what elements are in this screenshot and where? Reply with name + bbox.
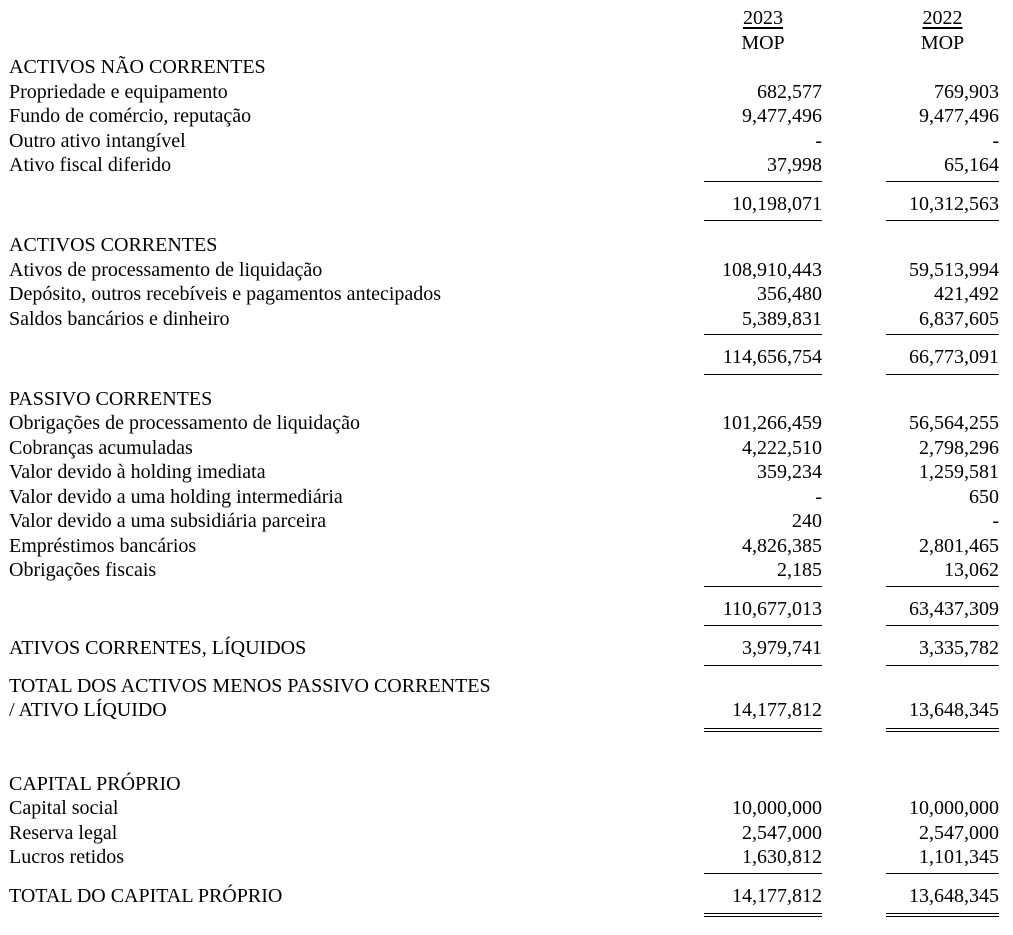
statement-row: [9, 674, 999, 732]
row-label: Obrigações de processamento de liquidação: [9, 412, 360, 434]
statement-row: [9, 411, 999, 436]
statement-row: [9, 558, 999, 587]
row-label: Ativos de processamento de liquidação: [9, 258, 323, 281]
value-2022: 65,164: [886, 153, 999, 182]
statement-row: [9, 636, 999, 666]
value-2023: 359,234: [757, 461, 822, 483]
value-2023: -: [815, 485, 822, 508]
value-2023: 14,177,812: [704, 884, 822, 918]
statement-row: [9, 153, 999, 182]
value-2022: -: [992, 510, 999, 532]
statement-row: [9, 460, 999, 485]
statement-row: [9, 509, 999, 534]
statement-row: [9, 845, 999, 874]
column-header-years: [9, 6, 999, 31]
value-2023: 4,826,385: [742, 534, 822, 557]
row-label: Depósito, outros recebíveis e pagamentos antecipados: [9, 283, 442, 305]
statement-row: [9, 307, 999, 336]
value-2023: -: [815, 129, 822, 152]
value-2023: 10,198,071: [704, 192, 822, 222]
row-label: [9, 192, 704, 217]
value-2022: 1,259,581: [919, 461, 999, 483]
row-label: [9, 345, 704, 370]
value-2023: 5,389,831: [704, 307, 822, 336]
statement-row: [9, 129, 999, 154]
value-2022: 13,062: [886, 558, 999, 587]
value-2022: -: [992, 129, 999, 152]
section-title-row: [9, 55, 999, 80]
section-title-row: [9, 233, 999, 258]
row-label: [9, 674, 704, 732]
value-2022: 56,564,255: [909, 412, 999, 434]
column-2023: [704, 6, 822, 31]
statement-row: [9, 80, 999, 105]
row-label: Empréstimos bancários: [9, 534, 197, 557]
section-title: ACTIVOS NÃO CORRENTES: [9, 56, 266, 78]
value-2022: 650: [969, 485, 999, 508]
statement-row: [9, 796, 999, 821]
row-label: ATIVOS CORRENTES, LÍQUIDOS: [9, 637, 307, 659]
section-title: PASSIVO CORRENTES: [9, 387, 213, 410]
statement-row: [9, 282, 999, 307]
statement-row: [9, 192, 999, 222]
statement-row: [9, 258, 999, 283]
value-2023: 2,547,000: [742, 821, 822, 844]
section-title: ACTIVOS CORRENTES: [9, 234, 218, 256]
value-2022: 2,801,465: [919, 534, 999, 557]
value-2023: 101,266,459: [722, 412, 822, 434]
currency-2022-label: MOP: [920, 31, 965, 54]
currency-2023-label: MOP: [741, 31, 785, 54]
value-2022: 6,837,605: [886, 307, 999, 336]
statement-row: [9, 345, 999, 375]
value-2022: 421,492: [934, 283, 999, 305]
statement-row: [9, 104, 999, 129]
value-2023: 3,979,741: [704, 636, 822, 666]
section-title: CAPITAL PRÓPRIO: [9, 772, 181, 795]
section-title-row: [9, 772, 999, 797]
statement-row: [9, 884, 999, 918]
value-2022: 13,648,345: [886, 698, 999, 732]
year-2023-label: 2023: [743, 7, 783, 29]
balance-sheet: [9, 6, 999, 917]
row-label: Reserva legal: [9, 821, 118, 844]
value-2022: 1,101,345: [886, 845, 999, 874]
row-label: Valor devido a uma subsidiária parceira: [9, 510, 327, 532]
row-label: TOTAL DO CAPITAL PRÓPRIO: [9, 884, 283, 907]
column-header-currency: [9, 31, 999, 56]
value-2022: 769,903: [934, 80, 999, 103]
statement-row: [9, 485, 999, 510]
row-label: Valor devido à holding imediata: [9, 461, 266, 483]
statement-row: [9, 821, 999, 846]
row-label: Outro ativo intangível: [9, 129, 186, 152]
row-label: [9, 597, 704, 622]
value-2023: 114,656,754: [704, 345, 822, 375]
row-label: Obrigações fiscais: [9, 559, 157, 581]
statement-row: [9, 597, 999, 627]
statement-row: [9, 534, 999, 559]
value-2023: 9,477,496: [742, 105, 822, 127]
value-2023: 110,677,013: [704, 597, 822, 627]
row-label: Ativo fiscal diferido: [9, 154, 172, 176]
row-label: Fundo de comércio, reputação: [9, 105, 252, 127]
row-label: Lucros retidos: [9, 846, 124, 868]
value-2023: 108,910,443: [722, 258, 822, 281]
value-2023: 682,577: [757, 80, 822, 103]
value-2022: 10,312,563: [886, 192, 999, 222]
row-label: Cobranças acumuladas: [9, 436, 193, 459]
section-title-row: [9, 387, 999, 412]
value-2022: 59,513,994: [909, 258, 999, 281]
value-2023: 4,222,510: [742, 436, 822, 459]
row-label: Propriedade e equipamento: [9, 80, 228, 103]
column-2022: [886, 6, 999, 31]
value-2023: 10,000,000: [732, 797, 822, 819]
value-2022: 66,773,091: [886, 345, 999, 375]
year-2022-label: 2022: [922, 7, 963, 29]
value-2022: 3,335,782: [886, 636, 999, 666]
value-2022: 2,798,296: [919, 436, 999, 459]
row-label: Valor devido a uma holding intermediária: [9, 485, 343, 508]
value-2023: 2,185: [704, 558, 822, 587]
value-2023: 356,480: [757, 283, 822, 305]
statement-body: [9, 55, 999, 917]
value-2022: 63,437,309: [886, 597, 999, 627]
value-2022: 10,000,000: [909, 797, 999, 819]
value-2022: 9,477,496: [919, 105, 999, 127]
row-label: Capital social: [9, 797, 119, 819]
value-2023: 240: [792, 510, 822, 532]
value-2022: 13,648,345: [886, 884, 999, 918]
row-label: Saldos bancários e dinheiro: [9, 307, 230, 330]
value-2023: 14,177,812: [704, 698, 822, 732]
row-label-line1: TOTAL DOS ACTIVOS MENOS PASSIVO CORRENTES: [9, 674, 491, 697]
row-label-line2: / ATIVO LÍQUIDO: [9, 699, 167, 721]
value-2023: 37,998: [704, 153, 822, 182]
statement-row: [9, 436, 999, 461]
value-2023: 1,630,812: [704, 845, 822, 874]
value-2022: 2,547,000: [919, 821, 999, 844]
